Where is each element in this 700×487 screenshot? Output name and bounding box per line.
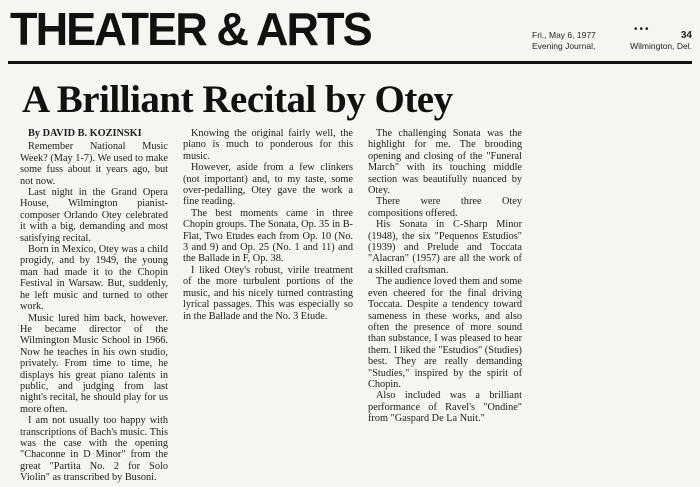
byline: By DAVID B. KOZINSKI xyxy=(28,128,142,139)
paragraph: The challenging Sonata was the highlight for me. The brooding opening and closing of the "Funeral March" with its touching middle section was beautifully nuanced by Otey. xyxy=(368,128,522,197)
article-headline: A Brilliant Recital by Otey xyxy=(22,78,453,121)
masthead-rule xyxy=(8,61,692,64)
paragraph: His Sonata in C-Sharp Minor (1948), the six "Pequenos Estudios" (1939) and Prelude and Toccata "Alacran" (1957) are all the work of a skilled craftsman. xyxy=(368,219,522,276)
dateline-left xyxy=(532,30,596,52)
newspaper-name: Evening Journal, xyxy=(532,41,596,51)
paragraph: The audience loved them and some even cheered for the final driving Toccata. Despite a tendency toward sameness in these works, and also often the presence of more sound than substance, I was pleased to hear them. I liked the "Estudios" (Studies) best. They are really demanding "Studies," inspired by the spirit of Chopin. xyxy=(368,276,522,390)
paragraph: Music lured him back, however. He became director of the Wilmington Music School in 1966. Now he teaches in his own studio, privately. From time to time, he displays his great piano talents in public, and judging from last night's recital, he should play for us more often. xyxy=(20,312,168,415)
paragraph: The best moments came in three Chopin groups. The Sonata, Op. 35 in B-Flat, Two Etudes each from Op. 10 (No. 3 and 9) and Op. 25 (No. 1 and 11) and the Ballade in F, Op. 38. xyxy=(183,207,353,265)
issue-date: Fri., May 6, 1977 xyxy=(532,30,596,40)
paragraph: Last night in the Grand Opera House, Wilmington pianist-composer Orlando Otey celebrated it with a big, demanding and most satisfying recital. xyxy=(20,187,168,244)
page-number: 34 xyxy=(680,30,692,41)
article-column-3 xyxy=(368,128,522,425)
article-column-1 xyxy=(20,128,168,484)
paragraph: Knowing the original fairly well, the piano is much to ponderous for this music. xyxy=(183,128,353,162)
paragraph: Born in Mexico, Otey was a child progidy, and by 1949, the young man had made it to the Chopin Festival in Warsaw. But, suddenly, he left music and turned to other work. xyxy=(20,244,168,313)
dateline-right xyxy=(622,30,692,52)
article-column-2 xyxy=(183,128,353,322)
section-masthead: THEATER & ARTS xyxy=(10,3,371,55)
paragraph: There were three Otey compositions offered. xyxy=(368,196,522,219)
paragraph: Also included was a brilliant performance of Ravel's "Ondine" from "Gaspard De La Nuit." xyxy=(368,390,522,425)
city-name: Wilmington, Del. xyxy=(630,41,692,51)
paragraph: I liked Otey's robust, virile treatment of the more turbulent portions of the music, and his nicely turned contrasting lyrical passages. This was especially so in the Ballade and the No. 3 Etude. xyxy=(183,264,353,322)
paragraph: I am not usually too happy with transcriptions of Bach's music. This was the case with the opening "Chaconne in D Minor" from the great "Partita No. 2 for Solo Violin" as transcribed by Busoni. xyxy=(20,415,168,484)
paragraph: Remember National Music Week? (May 1-7). We used to make some fuss about it years ago, but not now. xyxy=(20,141,168,187)
ornament-dots: ••• xyxy=(634,24,651,35)
paragraph: However, aside from a few clinkers (not important) and, to my taste, some over-pedalling, Otey gave the work a fine reading. xyxy=(183,162,353,208)
